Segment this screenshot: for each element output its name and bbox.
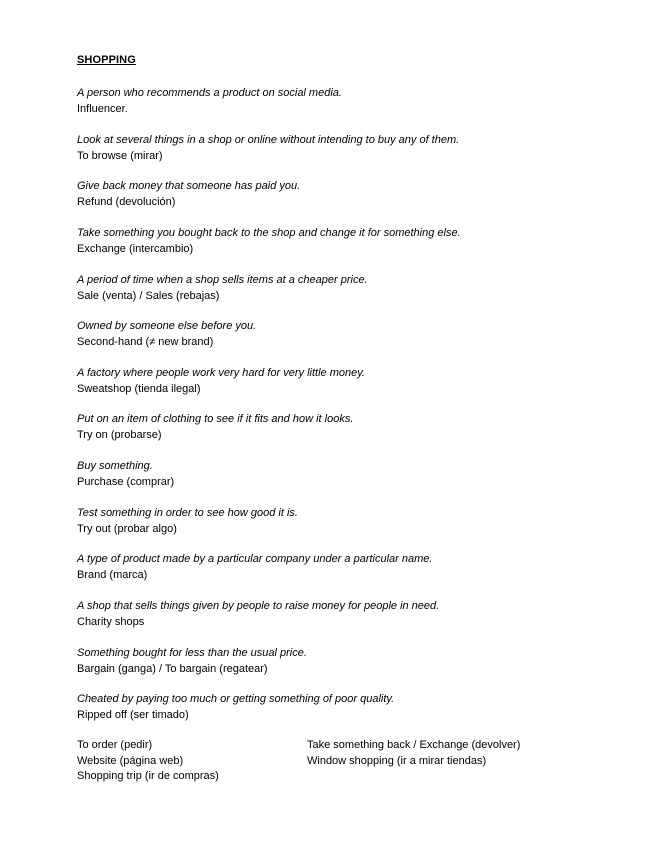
vocab-entry bbox=[77, 411, 597, 443]
answer: Try out (probar algo) bbox=[77, 523, 177, 535]
vocab-entry bbox=[77, 505, 597, 537]
vocab-entry bbox=[77, 225, 597, 257]
vocab-entry bbox=[77, 272, 597, 304]
vocab-entry bbox=[77, 318, 597, 350]
answer: Refund (devolución) bbox=[77, 196, 176, 208]
vocab-entry bbox=[77, 458, 597, 490]
extra-item: Window shopping (ir a mirar tiendas) bbox=[307, 754, 487, 767]
answer: To browse (mirar) bbox=[77, 150, 163, 162]
answer: Brand (marca) bbox=[77, 569, 148, 581]
extra-item: Shopping trip (ir de compras) bbox=[77, 770, 219, 782]
definition: Put on an item of clothing to see if it fits and how it looks. bbox=[77, 413, 354, 425]
answer: Sweatshop (tienda ilegal) bbox=[77, 383, 201, 395]
vocab-entry bbox=[77, 645, 597, 677]
definition: Test something in order to see how good it is. bbox=[77, 507, 298, 519]
vocab-entry bbox=[77, 85, 597, 117]
vocab-entry bbox=[77, 132, 597, 164]
definition: Buy something. bbox=[77, 460, 153, 472]
vocab-entry bbox=[77, 551, 597, 583]
definition: Owned by someone else before you. bbox=[77, 320, 257, 332]
definition: A period of time when a shop sells items at a cheaper price. bbox=[77, 274, 368, 286]
extra-item: To order (pedir) bbox=[77, 739, 153, 751]
vocab-entry bbox=[77, 178, 597, 210]
answer: Charity shops bbox=[77, 616, 145, 628]
answer: Bargain (ganga) / To bargain (regatear) bbox=[77, 663, 268, 675]
definition: Look at several things in a shop or online without intending to buy any of them. bbox=[77, 134, 460, 146]
definition: Give back money that someone has paid you. bbox=[77, 180, 301, 192]
definition: A person who recommends a product on social media. bbox=[77, 87, 342, 99]
answer: Influencer. bbox=[77, 103, 128, 115]
definition: A shop that sells things given by people to raise money for people in need. bbox=[77, 600, 440, 612]
answer: Try on (probarse) bbox=[77, 429, 162, 441]
extra-vocabulary-left-column bbox=[77, 738, 219, 785]
definition: Cheated by paying too much or getting something of poor quality. bbox=[77, 693, 395, 705]
vocab-entry bbox=[77, 365, 597, 397]
vocab-entry bbox=[77, 691, 597, 723]
answer: Second-hand (≠ new brand) bbox=[77, 336, 214, 348]
page-title: SHOPPING bbox=[77, 54, 136, 66]
answer: Exchange (intercambio) bbox=[77, 243, 194, 255]
answer: Sale (venta) / Sales (rebajas) bbox=[77, 290, 220, 302]
extra-vocabulary bbox=[77, 738, 597, 790]
extra-item: Take something back / Exchange (devolver) bbox=[307, 739, 521, 751]
answer: Purchase (comprar) bbox=[77, 476, 175, 488]
definition: Something bought for less than the usual price. bbox=[77, 647, 307, 659]
extra-item: Website (página web) bbox=[77, 754, 184, 767]
definition: Take something you bought back to the shop and change it for something else. bbox=[77, 227, 461, 239]
vocab-entry bbox=[77, 598, 597, 630]
extra-vocabulary-right-column bbox=[307, 738, 520, 769]
definition: A type of product made by a particular company under a particular name. bbox=[77, 553, 433, 565]
definition: A factory where people work very hard for very little money. bbox=[77, 367, 365, 379]
answer: Ripped off (ser timado) bbox=[77, 709, 189, 721]
